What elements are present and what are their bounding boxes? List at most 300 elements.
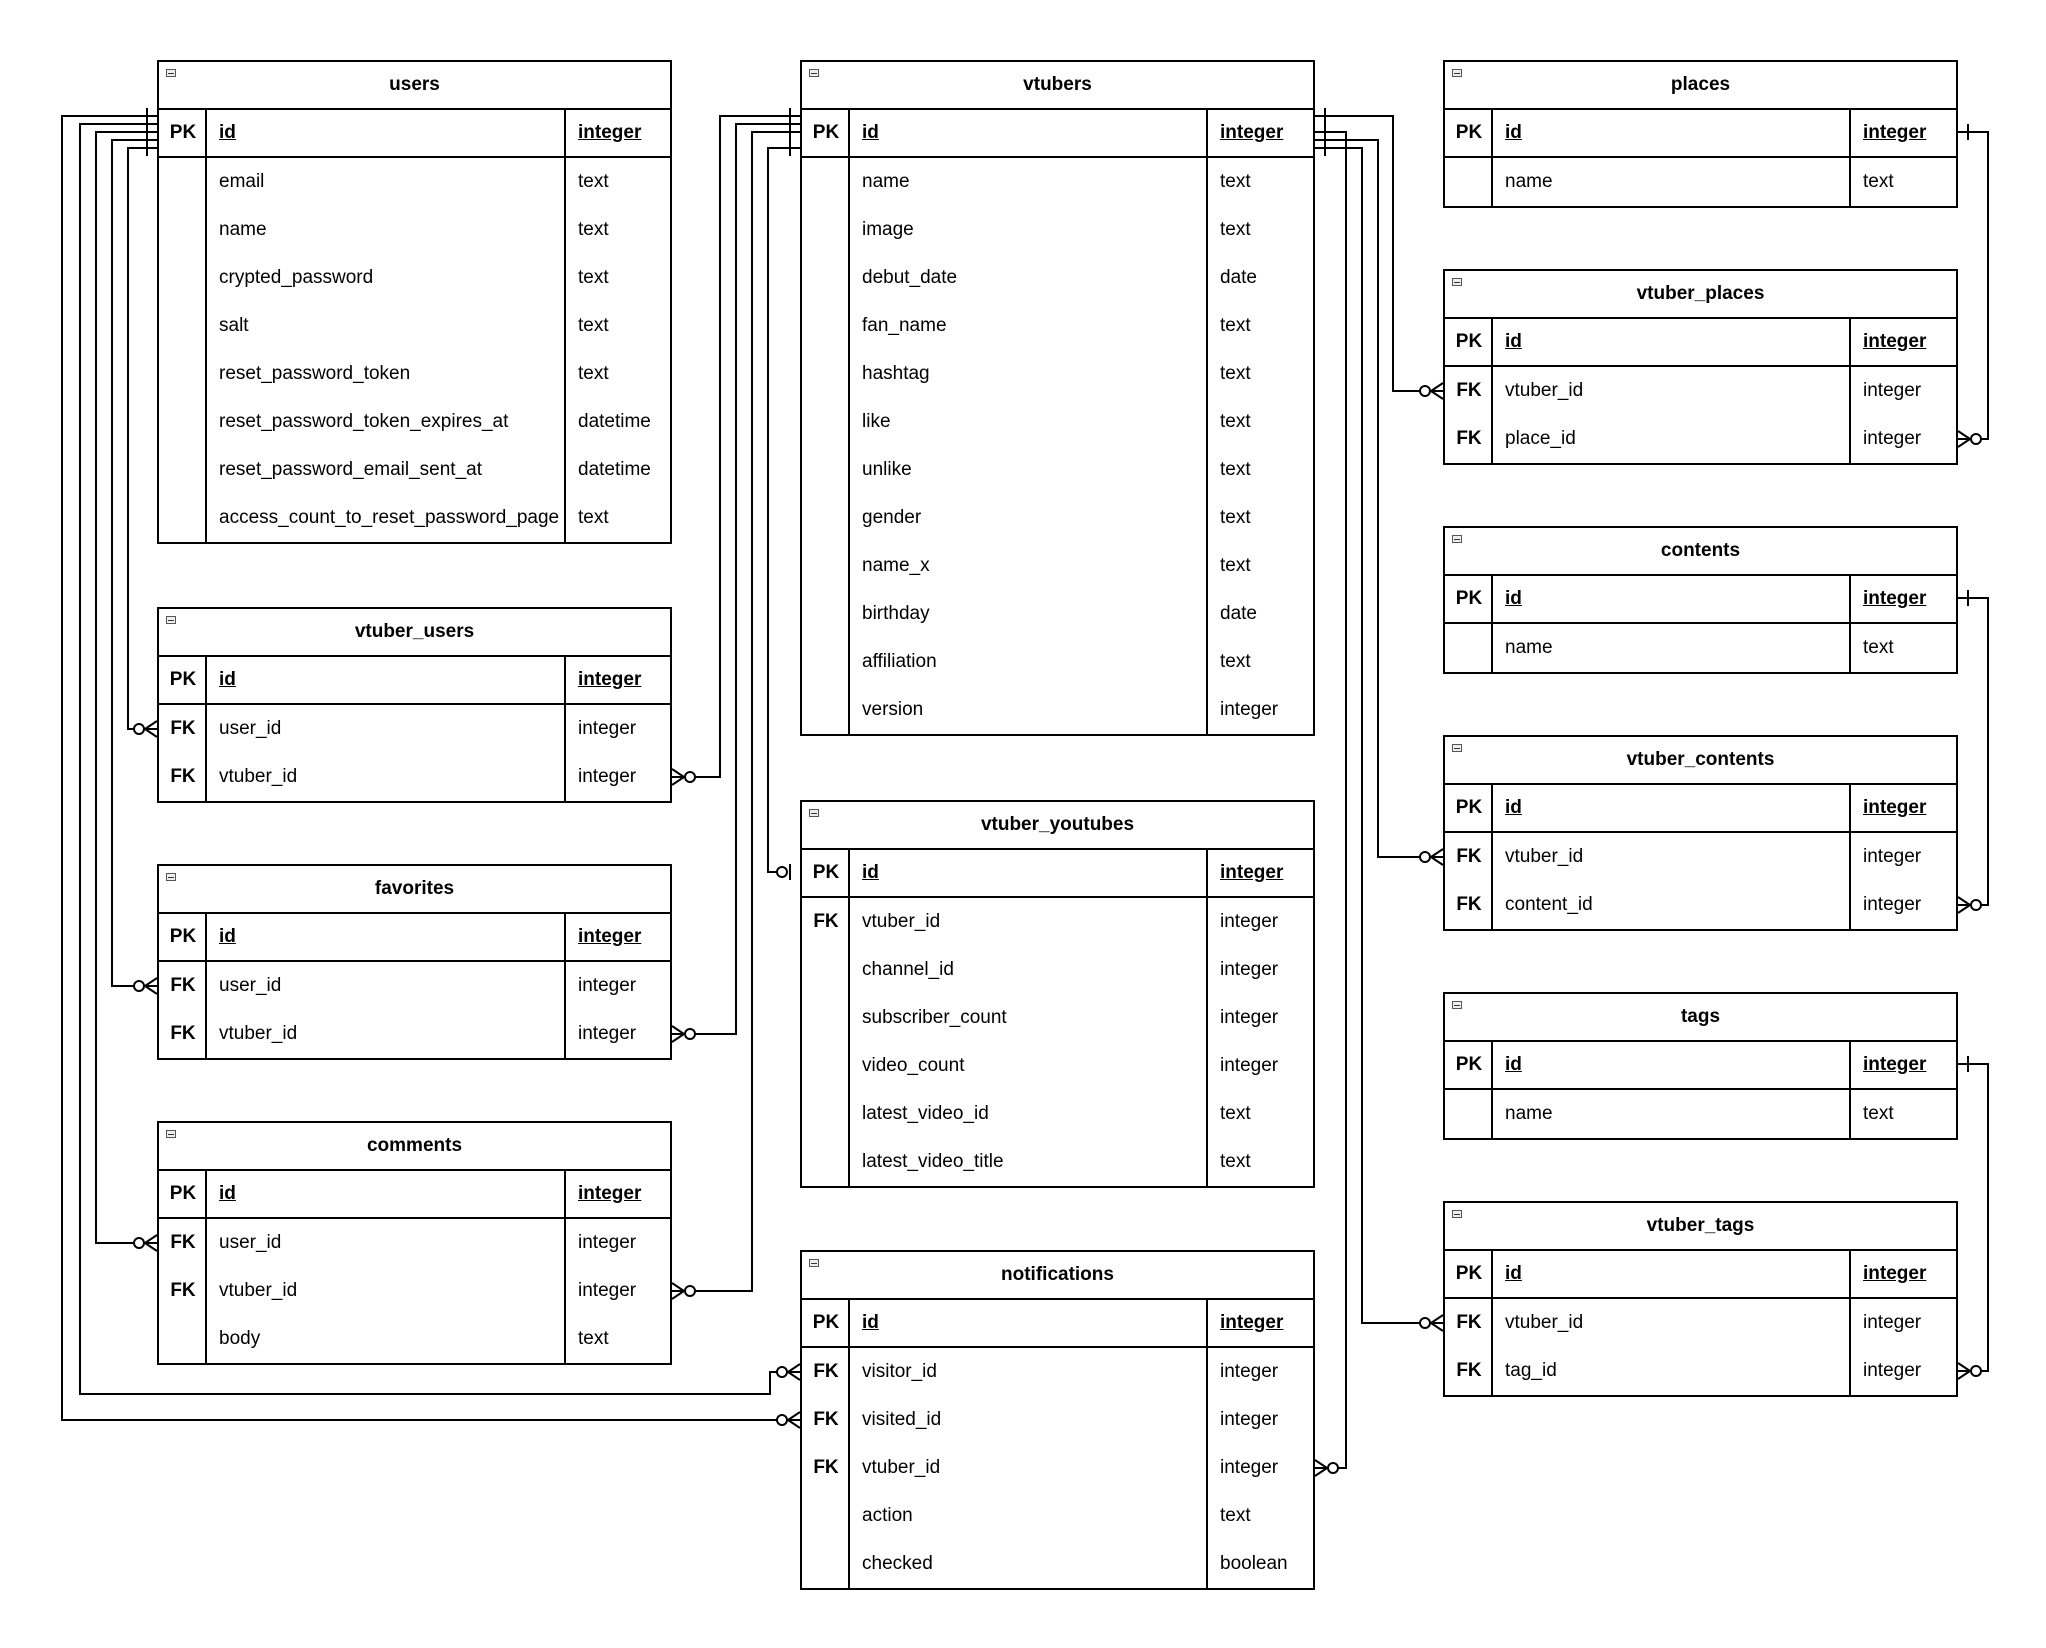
- tags-vtuber_tags-zero-marker: [1971, 1366, 1981, 1376]
- table-row[interactable]: [802, 898, 1313, 946]
- table-row[interactable]: [802, 946, 1313, 994]
- column-type: integer: [1863, 1312, 1922, 1333]
- type-divider: [1206, 110, 1208, 734]
- column-type: text: [1220, 1151, 1251, 1172]
- key-cell: [802, 350, 850, 398]
- table-row[interactable]: [1445, 158, 1956, 206]
- table-header: [159, 866, 670, 914]
- table-row[interactable]: [159, 1219, 670, 1267]
- table-header: [1445, 271, 1956, 319]
- table-header: [802, 1252, 1313, 1300]
- column-type: integer: [1220, 1457, 1279, 1478]
- collapse-icon[interactable]: [1452, 744, 1462, 752]
- table-header: [802, 62, 1313, 110]
- column-name: visited_id: [862, 1409, 942, 1430]
- key-cell: PK: [1455, 331, 1483, 352]
- table-body: [802, 110, 1313, 734]
- column-type: integer: [1220, 1361, 1279, 1382]
- vtubers-comments-crowfoot: [672, 1283, 684, 1299]
- table-row[interactable]: [159, 705, 670, 753]
- users-notifications-2-crowfoot: [788, 1412, 800, 1428]
- table-row[interactable]: [159, 1315, 670, 1363]
- table-row[interactable]: [802, 1300, 1313, 1348]
- key-cell: FK: [170, 975, 196, 996]
- key-cell: [802, 302, 850, 350]
- table-row[interactable]: [1445, 319, 1956, 367]
- table-row[interactable]: [1445, 1042, 1956, 1090]
- column-name: image: [862, 219, 914, 240]
- vtubers-favorites-crowfoot: [672, 1026, 684, 1042]
- column-name: reset_password_token_expires_at: [219, 411, 509, 432]
- column-type: integer: [578, 669, 642, 690]
- places-vtuber_places-crowfoot: [1958, 431, 1970, 447]
- column-name: id: [1505, 588, 1522, 609]
- column-type: text: [578, 219, 609, 240]
- table-row[interactable]: [802, 1396, 1313, 1444]
- key-divider: [1491, 319, 1493, 463]
- key-divider: [205, 110, 207, 542]
- column-name: user_id: [219, 1232, 282, 1253]
- table-row[interactable]: [802, 206, 1313, 254]
- collapse-icon[interactable]: [1452, 278, 1462, 286]
- type-divider: [564, 1171, 566, 1363]
- column-name: subscriber_count: [862, 1007, 1007, 1028]
- table-row[interactable]: [1445, 1251, 1956, 1299]
- vtuber-users-table[interactable]: [157, 607, 672, 803]
- table-row[interactable]: [1445, 624, 1956, 672]
- collapse-icon[interactable]: [166, 616, 176, 624]
- table-header: [1445, 528, 1956, 576]
- key-cell: [802, 542, 850, 590]
- key-cell: [802, 398, 850, 446]
- column-type: boolean: [1220, 1553, 1288, 1574]
- table-row[interactable]: [159, 398, 670, 446]
- vtuber-contents-table[interactable]: [1443, 735, 1958, 931]
- key-cell: [159, 206, 207, 254]
- users-vtuber_users-link: [128, 148, 157, 729]
- table-row[interactable]: [159, 753, 670, 801]
- column-name: user_id: [219, 975, 282, 996]
- users-comments-crowfoot: [145, 1235, 157, 1251]
- column-type: integer: [578, 975, 637, 996]
- column-type: integer: [1863, 846, 1922, 867]
- places-vtuber_places-link: [1958, 132, 1988, 439]
- comments-table[interactable]: [157, 1121, 672, 1365]
- table-row[interactable]: [802, 350, 1313, 398]
- column-name: vtuber_id: [219, 1023, 298, 1044]
- table-row[interactable]: [802, 1348, 1313, 1396]
- vtuber-tags-table[interactable]: [1443, 1201, 1958, 1397]
- column-name: debut_date: [862, 267, 958, 288]
- key-cell: PK: [1455, 797, 1483, 818]
- key-cell: PK: [1455, 1263, 1483, 1284]
- collapse-icon[interactable]: [809, 69, 819, 77]
- column-name: vtuber_id: [1505, 1312, 1584, 1333]
- key-divider: [848, 850, 850, 1186]
- table-row[interactable]: [802, 398, 1313, 446]
- table-row[interactable]: [802, 686, 1313, 734]
- collapse-icon[interactable]: [1452, 1001, 1462, 1009]
- table-row[interactable]: [802, 1492, 1313, 1540]
- table-header: [1445, 1203, 1956, 1251]
- contents-vtuber_contents-zero-marker: [1971, 900, 1981, 910]
- key-divider: [1491, 576, 1493, 672]
- table-body: [802, 850, 1313, 1186]
- key-cell: PK: [812, 1312, 840, 1333]
- vtubers-vtuber_contents-link: [1315, 140, 1425, 857]
- column-name: gender: [862, 507, 922, 528]
- column-type: integer: [1863, 797, 1927, 818]
- column-name: hashtag: [862, 363, 930, 384]
- table-title: vtubers: [1023, 74, 1092, 95]
- column-type: integer: [1863, 122, 1927, 143]
- tags-table[interactable]: [1443, 992, 1958, 1140]
- collapse-icon[interactable]: [1452, 1210, 1462, 1218]
- column-type: text: [1220, 363, 1251, 384]
- table-row[interactable]: [802, 590, 1313, 638]
- vtubers-vtuber_places-zero-marker: [1420, 386, 1430, 396]
- tags-vtuber_tags-crowfoot: [1958, 1363, 1970, 1379]
- column-type: integer: [1863, 428, 1922, 449]
- table-row[interactable]: [802, 1138, 1313, 1186]
- key-cell: FK: [1456, 428, 1482, 449]
- table-row[interactable]: [1445, 1299, 1956, 1347]
- key-divider: [848, 110, 850, 734]
- column-type: text: [1220, 555, 1251, 576]
- column-type: text: [578, 267, 609, 288]
- column-type: integer: [1220, 699, 1279, 720]
- column-type: integer: [1220, 1409, 1279, 1430]
- column-type: datetime: [578, 411, 651, 432]
- table-title: vtuber_places: [1636, 283, 1765, 304]
- key-cell: [802, 1090, 850, 1138]
- key-cell: [159, 446, 207, 494]
- table-header: [159, 1123, 670, 1171]
- column-name: id: [219, 1183, 236, 1204]
- key-cell: FK: [813, 1361, 839, 1382]
- column-type: text: [578, 315, 609, 336]
- key-cell: [802, 254, 850, 302]
- table-row[interactable]: [802, 994, 1313, 1042]
- table-title: places: [1670, 74, 1731, 95]
- column-name: action: [862, 1505, 913, 1526]
- table-row[interactable]: [802, 302, 1313, 350]
- table-row[interactable]: [159, 1010, 670, 1058]
- table-row[interactable]: [159, 1171, 670, 1219]
- table-body: [1445, 785, 1956, 929]
- column-name: id: [219, 926, 236, 947]
- type-divider: [1206, 1300, 1208, 1588]
- table-row[interactable]: [802, 1042, 1313, 1090]
- column-name: name: [1505, 171, 1553, 192]
- table-row[interactable]: [1445, 1090, 1956, 1138]
- table-title: favorites: [374, 878, 455, 899]
- table-body: [159, 657, 670, 801]
- column-type: integer: [578, 718, 637, 739]
- table-row[interactable]: [802, 1540, 1313, 1588]
- table-row[interactable]: [1445, 785, 1956, 833]
- type-divider: [564, 657, 566, 801]
- table-row[interactable]: [1445, 367, 1956, 415]
- key-cell: FK: [170, 1280, 196, 1301]
- column-name: email: [219, 171, 265, 192]
- column-type: integer: [1220, 1312, 1284, 1333]
- column-type: text: [578, 171, 609, 192]
- type-divider: [1849, 785, 1851, 929]
- users-comments-link: [96, 132, 157, 1243]
- key-cell: PK: [169, 122, 197, 143]
- table-body: [159, 110, 670, 542]
- collapse-icon[interactable]: [809, 1259, 819, 1267]
- column-type: integer: [1863, 1360, 1922, 1381]
- column-type: integer: [578, 1023, 637, 1044]
- vtubers-favorites-link: [690, 124, 800, 1034]
- key-cell: FK: [1456, 894, 1482, 915]
- column-type: integer: [1220, 1055, 1279, 1076]
- column-name: crypted_password: [219, 267, 374, 288]
- table-row[interactable]: [159, 302, 670, 350]
- users-table[interactable]: [157, 60, 672, 544]
- type-divider: [1206, 850, 1208, 1186]
- column-type: date: [1220, 267, 1257, 288]
- column-type: integer: [578, 1232, 637, 1253]
- table-header: [1445, 994, 1956, 1042]
- column-name: id: [219, 122, 236, 143]
- type-divider: [1849, 319, 1851, 463]
- table-header: [159, 62, 670, 110]
- key-cell: [802, 1138, 850, 1186]
- collapse-icon[interactable]: [166, 1130, 176, 1138]
- table-row[interactable]: [802, 446, 1313, 494]
- places-table[interactable]: [1443, 60, 1958, 208]
- vtubers-vtuber_tags-zero-marker: [1420, 1318, 1430, 1328]
- vtubers-vtuber_users-crowfoot: [672, 769, 684, 785]
- table-header: [1445, 737, 1956, 785]
- table-row[interactable]: [1445, 576, 1956, 624]
- column-name: like: [862, 411, 891, 432]
- table-body: [1445, 319, 1956, 463]
- table-row[interactable]: [159, 110, 670, 158]
- key-cell: FK: [813, 1409, 839, 1430]
- table-row[interactable]: [1445, 1347, 1956, 1395]
- table-row[interactable]: [802, 1090, 1313, 1138]
- table-row[interactable]: [159, 494, 670, 542]
- key-cell: [802, 446, 850, 494]
- contents-vtuber_contents-crowfoot: [1958, 897, 1970, 913]
- table-row[interactable]: [159, 158, 670, 206]
- column-type: integer: [1220, 1007, 1279, 1028]
- column-type: text: [1220, 1103, 1251, 1124]
- vtubers-comments-link: [690, 132, 800, 1291]
- vtubers-vtuber_contents-zero-marker: [1420, 852, 1430, 862]
- table-title: comments: [366, 1135, 463, 1156]
- users-notifications-2-zero-marker: [777, 1415, 787, 1425]
- key-cell: FK: [1456, 1312, 1482, 1333]
- contents-vtuber_contents-link: [1958, 598, 1988, 905]
- table-row[interactable]: [802, 850, 1313, 898]
- collapse-icon[interactable]: [166, 873, 176, 881]
- column-name: tag_id: [1505, 1360, 1557, 1381]
- column-type: integer: [1863, 1263, 1927, 1284]
- column-name: id: [1505, 331, 1522, 352]
- column-type: text: [578, 1328, 609, 1349]
- table-row[interactable]: [802, 638, 1313, 686]
- table-body: [802, 1300, 1313, 1588]
- vtubers-comments-zero-marker: [685, 1286, 695, 1296]
- column-name: unlike: [862, 459, 912, 480]
- key-divider: [205, 1171, 207, 1363]
- key-cell: [802, 638, 850, 686]
- key-cell: [159, 302, 207, 350]
- column-name: name: [862, 171, 910, 192]
- key-cell: PK: [812, 122, 840, 143]
- column-type: text: [1220, 459, 1251, 480]
- key-cell: PK: [169, 669, 197, 690]
- collapse-icon[interactable]: [809, 809, 819, 817]
- table-row[interactable]: [1445, 881, 1956, 929]
- column-type: integer: [1863, 380, 1922, 401]
- column-type: integer: [1863, 894, 1922, 915]
- table-body: [159, 914, 670, 1058]
- vtuber-places-table[interactable]: [1443, 269, 1958, 465]
- type-divider: [1849, 1251, 1851, 1395]
- vtuber-youtubes-table[interactable]: [800, 800, 1315, 1188]
- key-cell: [1445, 1090, 1493, 1138]
- column-type: text: [1863, 637, 1894, 658]
- column-type: integer: [1863, 331, 1927, 352]
- table-body: [1445, 110, 1956, 206]
- column-name: id: [1505, 1054, 1522, 1075]
- table-row[interactable]: [159, 657, 670, 705]
- column-type: integer: [1220, 959, 1279, 980]
- key-cell: PK: [169, 1183, 197, 1204]
- key-cell: [802, 1492, 850, 1540]
- users-favorites-zero-marker: [134, 981, 144, 991]
- column-name: id: [1505, 122, 1522, 143]
- vtubers-vtuber_places-crowfoot: [1431, 383, 1443, 399]
- table-row[interactable]: [802, 254, 1313, 302]
- column-name: id: [219, 669, 236, 690]
- vtubers-table[interactable]: [800, 60, 1315, 736]
- collapse-icon[interactable]: [166, 69, 176, 77]
- key-cell: FK: [1456, 1360, 1482, 1381]
- table-row[interactable]: [1445, 110, 1956, 158]
- table-body: [159, 1171, 670, 1363]
- key-cell: [802, 590, 850, 638]
- column-type: text: [1220, 411, 1251, 432]
- key-cell: [1445, 158, 1493, 206]
- collapse-icon[interactable]: [1452, 69, 1462, 77]
- vtubers-vtuber_users-zero-marker: [685, 772, 695, 782]
- vtubers-notifications-crowfoot: [1315, 1460, 1327, 1476]
- table-row[interactable]: [802, 110, 1313, 158]
- column-name: reset_password_token: [219, 363, 411, 384]
- vtubers-vtuber_tags-link: [1315, 148, 1425, 1323]
- column-name: video_count: [862, 1055, 965, 1076]
- column-name: vtuber_id: [862, 1457, 941, 1478]
- key-cell: PK: [1455, 122, 1483, 143]
- key-cell: [802, 1042, 850, 1090]
- key-cell: PK: [812, 862, 840, 883]
- column-name: name: [1505, 1103, 1553, 1124]
- table-row[interactable]: [159, 446, 670, 494]
- column-type: text: [578, 507, 609, 528]
- column-name: vtuber_id: [1505, 380, 1584, 401]
- table-row[interactable]: [802, 542, 1313, 590]
- table-row[interactable]: [802, 494, 1313, 542]
- users-vtuber_users-crowfoot: [145, 721, 157, 737]
- column-name: birthday: [862, 603, 930, 624]
- table-header: [802, 802, 1313, 850]
- key-cell: [159, 398, 207, 446]
- column-type: integer: [1220, 122, 1284, 143]
- column-name: visitor_id: [862, 1361, 937, 1382]
- table-header: [159, 609, 670, 657]
- table-row[interactable]: [159, 350, 670, 398]
- key-cell: FK: [1456, 846, 1482, 867]
- key-cell: FK: [1456, 380, 1482, 401]
- table-title: vtuber_users: [354, 621, 475, 642]
- column-name: id: [862, 862, 879, 883]
- vtubers-vtuber_places-link: [1315, 116, 1425, 391]
- key-cell: [802, 206, 850, 254]
- column-type: date: [1220, 603, 1257, 624]
- key-cell: [802, 946, 850, 994]
- type-divider: [1849, 110, 1851, 206]
- table-row[interactable]: [159, 914, 670, 962]
- users-favorites-link: [112, 140, 157, 986]
- key-cell: [159, 1315, 207, 1363]
- key-cell: FK: [170, 1232, 196, 1253]
- column-name: access_count_to_reset_password_page: [219, 507, 560, 528]
- table-row[interactable]: [159, 1267, 670, 1315]
- key-cell: [159, 350, 207, 398]
- table-row[interactable]: [1445, 833, 1956, 881]
- key-cell: [802, 1540, 850, 1588]
- notifications-table[interactable]: [800, 1250, 1315, 1590]
- vtubers-vtuber_tags-crowfoot: [1431, 1315, 1443, 1331]
- table-title: vtuber_youtubes: [980, 814, 1135, 835]
- column-name: id: [862, 122, 879, 143]
- collapse-icon[interactable]: [1452, 535, 1462, 543]
- column-type: text: [1220, 219, 1251, 240]
- contents-table[interactable]: [1443, 526, 1958, 674]
- key-cell: [802, 494, 850, 542]
- table-row[interactable]: [159, 254, 670, 302]
- column-type: integer: [578, 1280, 637, 1301]
- column-name: version: [862, 699, 924, 720]
- vtubers-notifications-link: [1315, 132, 1346, 1468]
- table-row[interactable]: [159, 206, 670, 254]
- type-divider: [564, 110, 566, 542]
- key-cell: [802, 158, 850, 206]
- key-cell: PK: [169, 926, 197, 947]
- vtubers-vtuber_users-link: [690, 116, 800, 777]
- column-name: id: [862, 1312, 879, 1333]
- table-row[interactable]: [159, 962, 670, 1010]
- table-row[interactable]: [802, 1444, 1313, 1492]
- favorites-table[interactable]: [157, 864, 672, 1060]
- table-header: [1445, 62, 1956, 110]
- vtubers-youtubes-zero-marker: [777, 867, 787, 877]
- key-cell: [159, 254, 207, 302]
- type-divider: [1849, 576, 1851, 672]
- table-body: [1445, 576, 1956, 672]
- table-row[interactable]: [1445, 415, 1956, 463]
- table-title: vtuber_contents: [1626, 749, 1775, 770]
- tags-vtuber_tags-link: [1958, 1064, 1988, 1371]
- table-row[interactable]: [802, 158, 1313, 206]
